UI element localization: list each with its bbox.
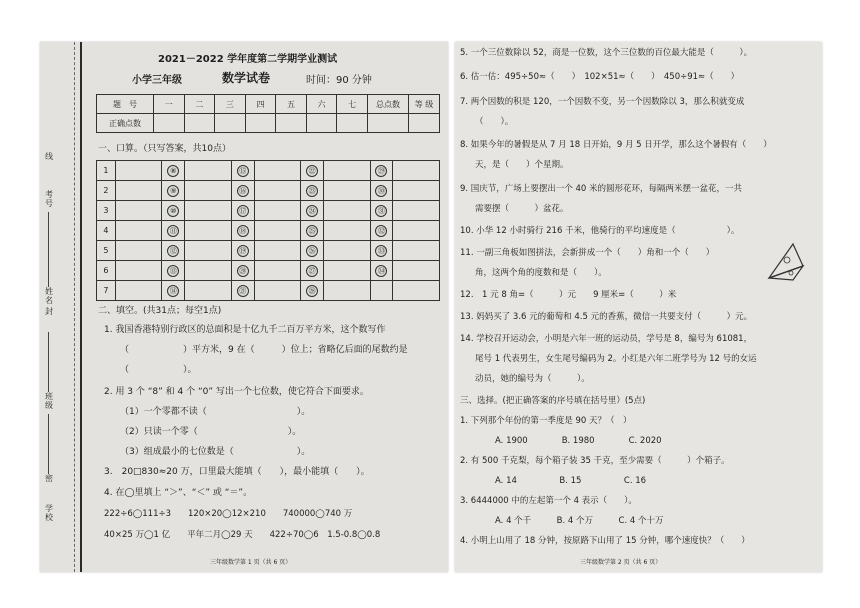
- q12-text: 12. 1 元 8 角=（ ）元 9 厘米=（ ）米: [460, 290, 677, 300]
- name-line: [48, 332, 49, 392]
- oral-item-number: 1: [97, 161, 116, 181]
- q9-line2: 需要摆（ ）盆花。: [475, 204, 569, 214]
- oral-answer-cell[interactable]: [324, 181, 371, 201]
- q6-text: 6. 估一估：495÷50≈（ ） 102×51≈（ ） 450÷91≈（ ）: [460, 72, 740, 82]
- score-header-cell: 等 级: [409, 95, 440, 114]
- oral-item-cell: [370, 261, 393, 281]
- oral-item-cell: [231, 161, 254, 181]
- choice-q1: 1. 下列那个年份的第一季度是 90 天？（ ）: [460, 416, 632, 426]
- oral-answer-cell[interactable]: [393, 201, 440, 221]
- score-table-points-row: [97, 114, 440, 133]
- oral-item-number: ㉙: [375, 165, 387, 177]
- score-cell[interactable]: [409, 114, 440, 133]
- oral-item-cell: [301, 281, 324, 301]
- section3-heading: 三、选择。(把正确答案的序号填在括号里）(5点): [460, 396, 646, 406]
- grade-label: 小学三年级: [132, 75, 182, 86]
- oral-item-cell: [231, 201, 254, 221]
- score-header-cell: 五: [276, 95, 307, 114]
- binding-mi-label: 密: [45, 474, 53, 483]
- choice-q2-options: A. 14 B. 15 C. 16: [495, 476, 647, 486]
- oral-item-number: ⑫: [167, 245, 179, 257]
- oral-item-number: 5: [97, 241, 116, 261]
- school-label: 学校: [45, 504, 53, 522]
- oral-item-cell: [162, 221, 185, 241]
- oral-answer-cell[interactable]: [254, 281, 301, 301]
- score-cell[interactable]: [184, 114, 215, 133]
- oral-row: [97, 281, 440, 301]
- oral-item-cell: [370, 161, 393, 181]
- oral-answer-cell[interactable]: [185, 221, 232, 241]
- class-label: 班级: [45, 392, 53, 410]
- oral-item-number: ㉜: [375, 225, 387, 237]
- score-cell[interactable]: [337, 114, 368, 133]
- oral-answer-cell[interactable]: [393, 181, 440, 201]
- oral-answer-cell[interactable]: [393, 281, 440, 301]
- oral-answer-cell[interactable]: [115, 281, 162, 301]
- oral-item-number: ⑰: [237, 205, 249, 217]
- oral-row: [97, 221, 440, 241]
- section1-heading: 一、口算。（只写答案，共10点）: [98, 144, 231, 154]
- oral-item-cell: [162, 281, 185, 301]
- oral-item-number: ㉛: [375, 205, 387, 217]
- triangle-ruler-figure: [763, 240, 807, 284]
- oral-answer-cell[interactable]: [393, 161, 440, 181]
- oral-item-cell: [162, 161, 185, 181]
- score-header-cell: 题 号: [97, 95, 154, 114]
- oral-item-number: ㉚: [375, 185, 387, 197]
- oral-item-number: ㉑: [237, 285, 249, 297]
- oral-item-cell: [370, 221, 393, 241]
- oral-item-number: ㉒: [306, 165, 318, 177]
- q2-text: 2. 用 3 个 “8” 和 4 个 “0” 写出一个七位数，使它符合下面要求。: [104, 387, 369, 397]
- q11-line1: 11. 一副三角板如图拼法，会新拼成一个（ ）角和一个（ ）: [460, 248, 715, 258]
- oral-item-cell: [162, 241, 185, 261]
- oral-answer-cell[interactable]: [185, 181, 232, 201]
- oral-item-cell: [162, 181, 185, 201]
- score-table: [96, 94, 440, 133]
- q7-line1: 7. 两个因数的积是 120，一个因数不变，另一个因数除以 3，那么积就变成: [460, 97, 745, 107]
- oral-answer-cell[interactable]: [115, 181, 162, 201]
- score-cell[interactable]: [276, 114, 307, 133]
- q2-part2: （2）只读一个零（ ）。: [120, 427, 302, 437]
- q11-line2: 角，这两个角的度数和是（ ）。: [475, 268, 607, 278]
- score-header-cell: 二: [184, 95, 215, 114]
- q3-text: 3. 20□830≈20 万，口里最大能填（ ），最小能填（ ）。: [104, 467, 370, 477]
- oral-item-cell: [231, 281, 254, 301]
- oral-item-number: ㉕: [306, 225, 318, 237]
- score-cell[interactable]: [306, 114, 337, 133]
- oral-item-number: ㉓: [306, 185, 318, 197]
- oral-item-cell: [231, 261, 254, 281]
- q1-line3: （ ）。: [120, 365, 197, 375]
- oral-answer-cell[interactable]: [254, 261, 301, 281]
- oral-item-number: ⑬: [167, 265, 179, 277]
- oral-item-number: ⑲: [237, 245, 249, 257]
- oral-answer-cell[interactable]: [254, 221, 301, 241]
- score-header-cell: 三: [215, 95, 246, 114]
- oral-answer-cell[interactable]: [324, 241, 371, 261]
- exam-title: 2021－2022 学年度第二学期学业测试: [158, 54, 338, 65]
- oral-item-cell: [162, 261, 185, 281]
- oral-item-number: ㉖: [306, 245, 318, 257]
- oral-item-number: ⑳: [237, 265, 249, 277]
- section2-heading: 二、填空。(共31点；每空1点): [98, 306, 222, 316]
- oral-item-number: ㉞: [375, 265, 387, 277]
- oral-answer-cell[interactable]: [393, 241, 440, 261]
- oral-answer-cell[interactable]: [115, 201, 162, 221]
- class-line: [48, 414, 49, 474]
- oral-item-number: 3: [97, 201, 116, 221]
- oral-item-number: ⑨: [167, 185, 179, 197]
- score-header-cell: 四: [245, 95, 276, 114]
- oral-item-number: ㉔: [306, 205, 318, 217]
- oral-item-cell: [301, 241, 324, 261]
- oral-row: [97, 261, 440, 281]
- oral-item-number: 2: [97, 181, 116, 201]
- score-table-header-row: [97, 95, 440, 114]
- choice-q3-options: A. 4 个千 B. 4 个万 C. 4 个十万: [495, 516, 664, 526]
- q2-part1: （1）一个零都不读（ ）。: [120, 407, 311, 417]
- oral-item-number: ㉘: [306, 285, 318, 297]
- oral-item-number: ⑮: [237, 165, 249, 177]
- q8-line2: 天，是（ ）个星期。: [475, 160, 569, 170]
- q8-line1: 8. 如果今年的暑假是从 7 月 18 日开始，9 月 5 日开学，那么这个暑假有（ ）: [460, 140, 772, 150]
- oral-answer-cell[interactable]: [324, 281, 371, 301]
- q7-line2: （ ）。: [475, 117, 514, 127]
- score-header-cell: 一: [154, 95, 185, 114]
- q5-text: 5. 一个三位数除以 52，商是一位数，这个三位数的百位最大能是（ ）。: [460, 48, 753, 58]
- score-cell[interactable]: [368, 114, 409, 133]
- oral-answer-cell[interactable]: [185, 281, 232, 301]
- oral-item-number: ⑧: [167, 165, 179, 177]
- page-footer-right: 三年级数学第 2 页（共 6 页）: [580, 559, 662, 566]
- q10-text: 10. 小华 12 小时骑行 216 千米，他骑行的平均速度是（ ）。: [460, 226, 740, 236]
- oral-item-cell: [370, 181, 393, 201]
- oral-item-number: 4: [97, 221, 116, 241]
- score-cell[interactable]: [215, 114, 246, 133]
- time-label: 时间：90 分钟: [306, 75, 372, 86]
- oral-item-cell: [231, 221, 254, 241]
- score-header-cell: 七: [337, 95, 368, 114]
- oral-item-number: ⑱: [237, 225, 249, 237]
- q1-line1: 1. 我国香港特别行政区的总面积是十亿九千二百万平方米，这个数写作: [104, 325, 386, 335]
- oral-item-number: ㉝: [375, 245, 387, 257]
- q1-line2: （ ）平方米，9 在（ ）位上；省略亿后面的尾数约是: [120, 345, 408, 355]
- oral-item-cell: [370, 201, 393, 221]
- oral-answer-cell[interactable]: [324, 201, 371, 221]
- oral-answer-cell[interactable]: [254, 181, 301, 201]
- oral-answer-cell[interactable]: [185, 201, 232, 221]
- q14-line1: 14. 学校召开运动会，小明是六年一班的运动员，学号是 8，编号为 61081，: [460, 334, 753, 344]
- q14-line3: 动员，她的编号为（ ）。: [475, 374, 590, 384]
- oral-item-cell: [301, 181, 324, 201]
- q4-row2: 40×25 万◯1 亿 平年二月◯29 天 422÷70◯6 1.5-0.8◯0.8: [104, 530, 381, 540]
- oral-answer-cell[interactable]: [185, 241, 232, 261]
- oral-item-number: [370, 281, 393, 301]
- q4-row1: 222÷6◯111÷3 120×20◯12×210 740000◯740 万: [104, 509, 353, 519]
- subject-title: 数学试卷: [222, 71, 271, 85]
- choice-q2: 2. 有 500 千克梨，每个箱子装 35 千克，至少需要（ ）个箱子。: [460, 456, 730, 466]
- oral-row: [97, 241, 440, 261]
- oral-answer-cell[interactable]: [254, 161, 301, 181]
- oral-answer-cell[interactable]: [254, 241, 301, 261]
- oral-item-number: ㉗: [306, 265, 318, 277]
- exam-page-left: [40, 42, 448, 572]
- oral-answer-cell[interactable]: [324, 261, 371, 281]
- score-row-label: 正确点数: [97, 114, 154, 133]
- binding-line: [80, 42, 82, 572]
- exam-page-right: [455, 42, 822, 572]
- oral-item-cell: [301, 201, 324, 221]
- oral-item-cell: [301, 221, 324, 241]
- page-footer-left: 三年级数学第 1 页（共 6 页）: [210, 559, 292, 566]
- choice-q1-options: A. 1900 B. 1980 C. 2020: [495, 436, 662, 446]
- oral-item-cell: [370, 241, 393, 261]
- choice-q4: 4. 小明上山用了 18 分钟，按原路下山用了 15 分钟，哪个速度快？（ ）: [460, 536, 750, 546]
- score-header-cell: 总点数: [368, 95, 409, 114]
- oral-item-cell: [301, 161, 324, 181]
- score-header-cell: 六: [306, 95, 337, 114]
- oral-item-number: ⑯: [237, 185, 249, 197]
- oral-answer-cell[interactable]: [393, 221, 440, 241]
- oral-item-number: ⑩: [167, 205, 179, 217]
- q13-text: 13. 妈妈买了 3.6 元的葡萄和 4.5 元的香蕉，微信一共要支付（ ）元。: [460, 312, 753, 322]
- choice-q3: 3. 6444000 中的左起第一个 4 表示（ ）。: [460, 496, 637, 506]
- q4-text: 4. 在◯里填上 “＞”、“＜” 或 “＝”。: [104, 488, 253, 498]
- oral-answer-cell[interactable]: [115, 261, 162, 281]
- exam-no-label: 考号: [45, 190, 53, 208]
- name-label: 姓名: [45, 287, 53, 305]
- binding-xian-label: 线: [45, 152, 53, 161]
- oral-answer-cell[interactable]: [324, 161, 371, 181]
- oral-answer-cell[interactable]: [185, 161, 232, 181]
- oral-row: [97, 161, 440, 181]
- score-cell[interactable]: [245, 114, 276, 133]
- oral-answer-cell[interactable]: [115, 161, 162, 181]
- oral-item-number: ⑪: [167, 225, 179, 237]
- oral-item-cell: [231, 241, 254, 261]
- oral-item-number: 6: [97, 261, 116, 281]
- oral-row: [97, 181, 440, 201]
- oral-item-cell: [231, 181, 254, 201]
- oral-item-cell: [301, 261, 324, 281]
- oral-answer-cell[interactable]: [324, 221, 371, 241]
- q2-part3: （3）组成最小的七位数是（ ）。: [120, 447, 311, 457]
- q14-line2: 尾号 1 代表男生，女生尾号编码为 2。小红是六年二班学号为 12 号的女运: [475, 354, 757, 364]
- oral-answer-cell[interactable]: [185, 261, 232, 281]
- oral-item-number: ⑭: [167, 285, 179, 297]
- binding-dashed-line: [74, 42, 75, 572]
- exam-no-line: [48, 212, 49, 287]
- oral-arithmetic-table: [96, 160, 440, 301]
- score-cell[interactable]: [154, 114, 185, 133]
- oral-row: [97, 201, 440, 221]
- oral-answer-cell[interactable]: [115, 221, 162, 241]
- oral-answer-cell[interactable]: [254, 201, 301, 221]
- oral-item-cell: [162, 201, 185, 221]
- q9-line1: 9. 国庆节，广场上要摆出一个 40 米的圆形花环，每隔两米摆一盆花，一共: [460, 184, 743, 194]
- oral-answer-cell[interactable]: [115, 241, 162, 261]
- oral-item-number: 7: [97, 281, 116, 301]
- oral-answer-cell[interactable]: [393, 261, 440, 281]
- binding-feng-label: 封: [45, 307, 53, 316]
